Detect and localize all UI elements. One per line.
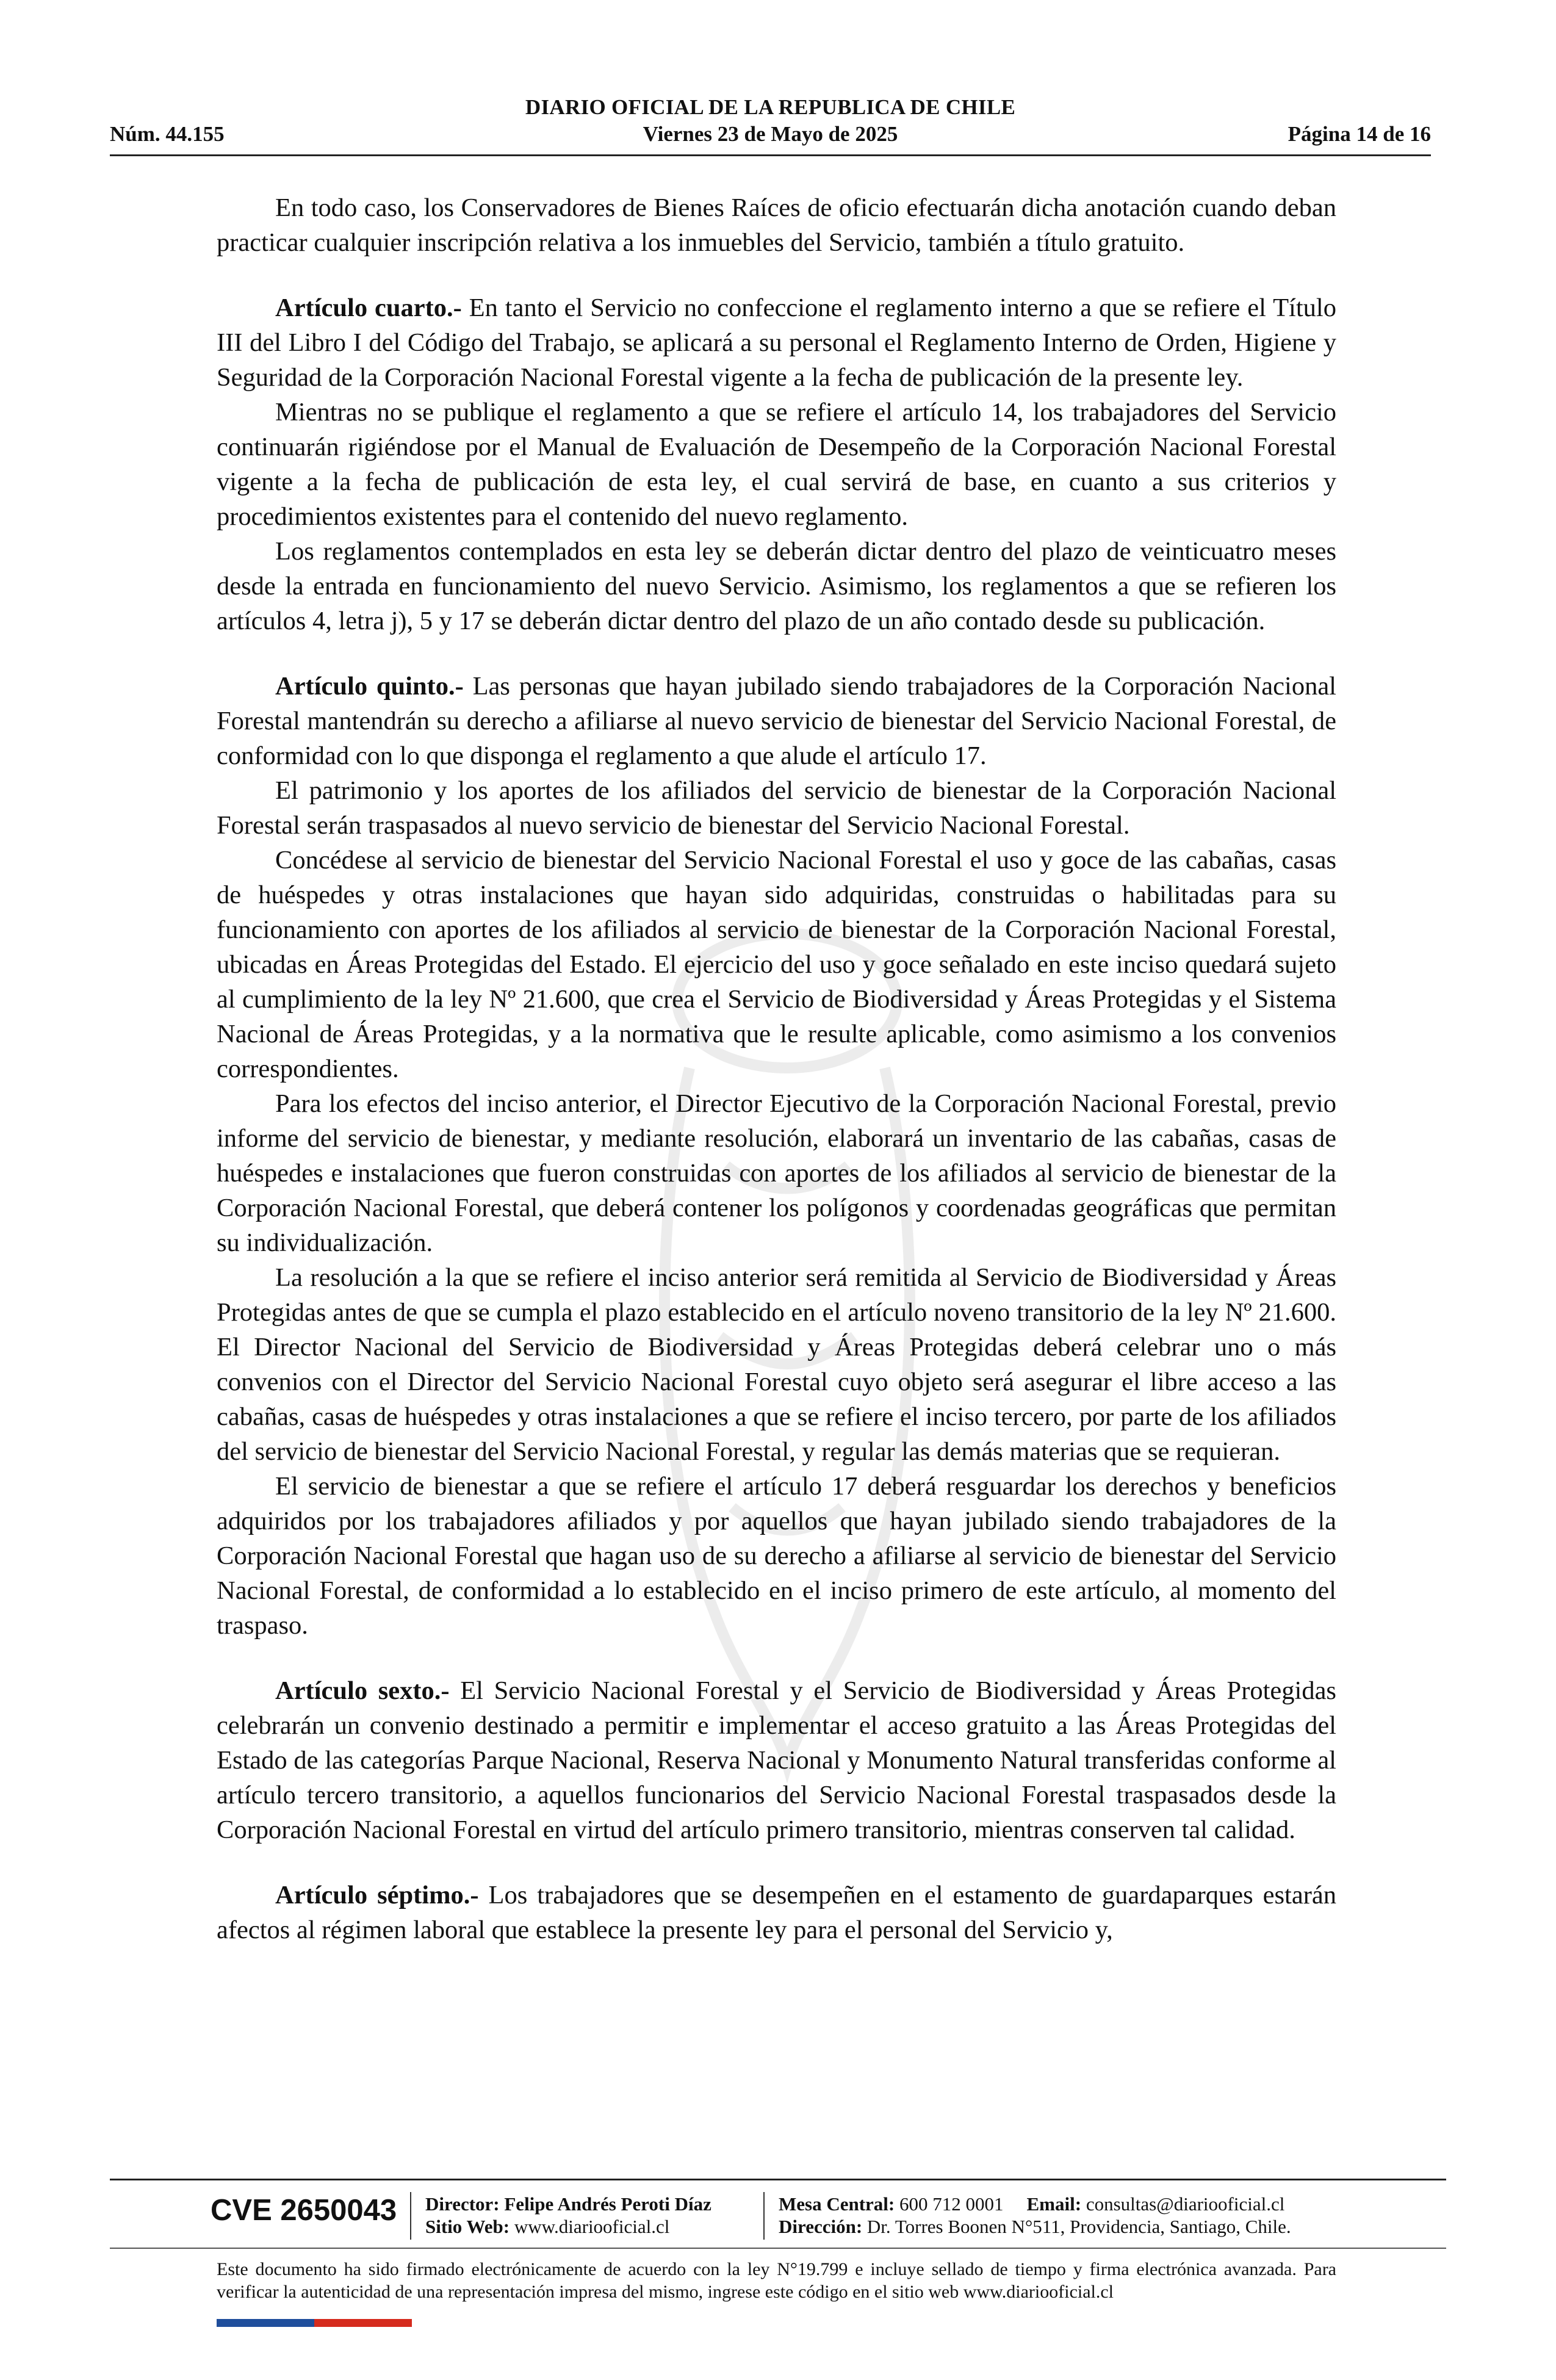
paragraph: Para los efectos del inciso anterior, el Director Ejecutivo de la Corporación Nacional Forestal, previo informe del servicio de bienestar, y mediante resolución, elaborará un inventario de las cabañas, casas de huéspedes e instalaciones que fueron construidas con aportes de los afiliados al servicio de bienestar de la Corporación Nacional Forestal, que deberá contener los polígonos y coordenadas geográficas que permitan su individualización. (217, 1089, 1336, 1257)
issue-date: Viernes 23 de Mayo de 2025 (643, 122, 898, 146)
page-number: Página 14 de 16 (1288, 122, 1431, 146)
article-cuarto (217, 290, 1336, 395)
article-quinto (217, 669, 1336, 773)
paragraph: Concédese al servicio de bienestar del Servicio Nacional Forestal el uso y goce de las cabañas, casas de huéspedes y otras instalaciones que hayan sido adquiridas, construidas o habilitadas para su funcionamiento con aportes de los afiliados al servicio de bienestar de la Corporación Nacional Forestal, ubicadas en Áreas Protegidas del Estado. El ejercicio del uso y goce señalado en este inciso quedará sujeto al cumplimiento de la ley Nº 21.600, que crea el Servicio de Biodiversidad y Áreas Protegidas y el Sistema Nacional de Áreas Protegidas, y a la normativa que le resulte aplicable, como asimismo a los convenios correspondientes. (217, 846, 1336, 1083)
article-text: Los trabajadores que se desempeñen en el estamento de guardaparques estarán afectos al régimen laboral que establece la presente ley para el personal del Servicio y, (217, 1881, 1336, 1944)
header-divider (110, 154, 1431, 156)
email-link[interactable]: consultas@diariooficial.cl (1081, 2193, 1285, 2215)
phone-label: Mesa Central: (779, 2193, 895, 2215)
cve-code: CVE 2650043 (211, 2194, 397, 2227)
footer-divider-top (110, 2179, 1446, 2180)
paragraph: El servicio de bienestar a que se refiere el artículo 17 deberá resguardar los derechos y beneficios adquiridos por los trabajadores afiliados y por aquellos que hayan jubilado siendo trabajadores de la Corporación Nacional Forestal que hagan uso de su derecho a afiliarse al servicio de bienestar del Servicio Nacional Forestal, de conformidad a lo establecido en el inciso primero de este artículo, al momento del traspaso. (217, 1472, 1336, 1640)
article-text: Las personas que hayan jubilado siendo trabajadores de la Corporación Nacional Forestal mantendrán su derecho a afiliarse al nuevo servicio de bienestar del Servicio Nacional Forestal, de conformidad con lo que disponga el reglamento a que alude el artículo 17. (217, 672, 1336, 770)
paragraph: El patrimonio y los aportes de los afiliados del servicio de bienestar de la Corporación Nacional Forestal serán traspasados al nuevo servicio de bienestar del Servicio Nacional Forestal. (217, 776, 1336, 840)
footer-separator (763, 2192, 765, 2240)
publication-title: DIARIO OFICIAL DE LA REPUBLICA DE CHILE (525, 95, 1016, 119)
paragraph: Los reglamentos contemplados en esta ley se deberán dictar dentro del plazo de veinticuatro meses desde la entrada en funcionamiento del nuevo Servicio. Asimismo, los reglamentos a que se refieren los artículos 4, letra j), 5 y 17 se deberán dictar dentro del plazo de un año contado desde su publicación. (217, 537, 1336, 635)
paragraph: Mientras no se publique el reglamento a que se refiere el artículo 14, los trabajadores del Servicio continuarán rigiéndose por el Manual de Evaluación de Desempeño de la Corporación Nacional Forestal vigente a la fecha de publicación de esta ley, el cual servirá de base, en cuanto a sus criterios y procedimientos existentes para el contenido del nuevo reglamento. (217, 398, 1336, 531)
website-label: Sitio Web: (425, 2216, 510, 2237)
document-body (217, 190, 1336, 1947)
website-line (425, 2215, 711, 2238)
contact-info (779, 2193, 1291, 2238)
article-text: En tanto el Servicio no confeccione el reglamento interno a que se refiere el Título III del Libro I del Código del Trabajo, se aplicará a su personal el Reglamento Interno de Orden, Higiene y Seguridad de la Corporación Nacional Forestal vigente a la fecha de publicación de la presente ley. (217, 294, 1336, 392)
phone-value: 600 712 0001 (895, 2193, 1004, 2215)
page-header (110, 92, 1431, 153)
article-sexto (217, 1673, 1336, 1847)
footer-divider-bottom (110, 2248, 1446, 2249)
phone-email-line (779, 2193, 1291, 2215)
address-line (779, 2215, 1291, 2238)
article-title: Artículo cuarto.- (275, 294, 462, 322)
flag-stripe-red (314, 2319, 412, 2327)
email-label: Email: (1026, 2193, 1082, 2215)
website-link[interactable]: www.diariooficial.cl (510, 2216, 670, 2237)
article-text: El Servicio Nacional Forestal y el Servicio de Biodiversidad y Áreas Protegidas celebrarán un convenio destinado a permitir e implementar el acceso gratuito a las Áreas Protegidas del Estado de las categorías Parque Nacional, Reserva Nacional y Monumento Natural transferidas conforme al artículo tercero transitorio, a aquellos funcionarios del Servicio Nacional Forestal traspasados desde la Corporación Nacional Forestal en virtud del artículo primero transitorio, mientras conserven tal calidad. (217, 1676, 1336, 1844)
director-info (425, 2193, 711, 2238)
article-title: Artículo quinto.- (275, 672, 464, 701)
footer-separator (410, 2192, 411, 2240)
address-label: Dirección: (779, 2216, 863, 2237)
director-name: Director: Felipe Andrés Peroti Díaz (425, 2193, 711, 2215)
issue-number: Núm. 44.155 (110, 122, 225, 146)
article-septimo (217, 1878, 1336, 1947)
article-title: Artículo sexto.- (275, 1676, 450, 1705)
address-value: Dr. Torres Boonen N°511, Providencia, Santiago, Chile. (862, 2216, 1291, 2237)
flag-stripe-blue (217, 2319, 314, 2327)
legal-notice: Este documento ha sido firmado electrónicamente de acuerdo con la ley N°19.799 e incluye sellado de tiempo y firma electrónica avanzada. Para verificar la autenticidad de una representación impresa del mismo, ingrese este código en el sitio web www.diariooficial.cl (217, 2259, 1336, 2302)
paragraph: En todo caso, los Conservadores de Bienes Raíces de oficio efectuarán dicha anotación cuando deban practicar cualquier inscripción relativa a los inmuebles del Servicio, también a título gratuito. (217, 193, 1336, 257)
paragraph: La resolución a la que se refiere el inciso anterior será remitida al Servicio de Biodiversidad y Áreas Protegidas antes de que se cumpla el plazo establecido en el artículo noveno transitorio de la ley Nº 21.600. El Director Nacional del Servicio de Biodiversidad y Áreas Protegidas deberá celebrar uno o más convenios con el Director del Servicio Nacional Forestal cuyo objeto será asegurar el libre acceso a las cabañas, casas de huéspedes y otras instalaciones a que se refiere el inciso tercero, por parte de los afiliados del servicio de bienestar del Servicio Nacional Forestal, y regular las demás materias que se requieran. (217, 1263, 1336, 1466)
article-title: Artículo séptimo.- (275, 1881, 479, 1909)
